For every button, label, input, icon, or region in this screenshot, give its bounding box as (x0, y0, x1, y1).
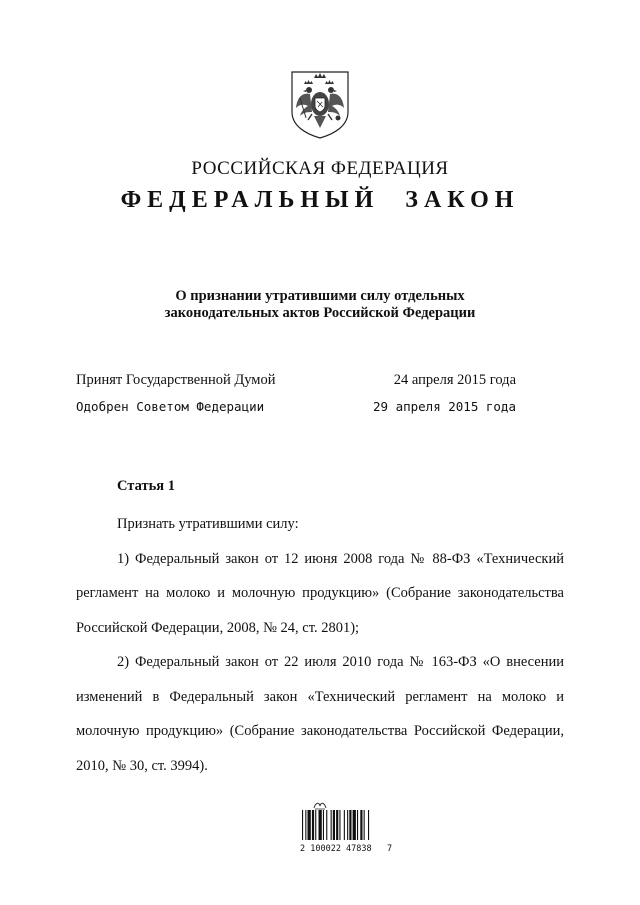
barcode-bar (319, 810, 322, 840)
barcode-bar (331, 810, 332, 840)
document-type-word-1: ФЕДЕРАЛЬНЫЙ (120, 187, 380, 213)
barcode-bar (344, 810, 345, 840)
barcode-bar (357, 810, 358, 840)
law-subject-line-1: О признании утратившими силу отдельных (175, 288, 465, 304)
barcode-icon (300, 810, 400, 842)
barcode-bar (339, 810, 340, 840)
barcode-bar (302, 810, 303, 840)
barcode-bar (349, 810, 351, 840)
barcode-bar (360, 810, 362, 840)
barcode-bar (305, 810, 306, 840)
article-title: Статья 1 (117, 478, 175, 494)
law-subject-line-2: законодательных актов Российской Федерации (164, 305, 476, 321)
country-name: РОССИЙСКАЯ ФЕДЕРАЦИЯ (191, 158, 449, 179)
barcode-bar (308, 810, 311, 840)
barcode (300, 800, 400, 862)
approved-by-label: Одобрен Советом Федерации (76, 399, 265, 414)
barcode-bar (312, 810, 314, 840)
approved-date: 29 апреля 2015 года (373, 399, 516, 414)
document-type-word-2: ЗАКОН (405, 187, 520, 213)
law-subject-title (0, 288, 640, 322)
adopted-by-label: Принят Государственной Думой (76, 372, 276, 388)
barcode-number: 2 100022 47838 7 (300, 844, 393, 854)
article-item-1: 1) Федеральный закон от 12 июня 2008 года № 88-ФЗ «Технический регламент на молоко и молочную продукцию» (Собрание законодательства Российской Федерации, 2008, № 24, ст. 2801); (76, 550, 564, 636)
barcode-bar (323, 810, 324, 840)
barcode-bar (368, 810, 369, 840)
article-body (76, 507, 564, 783)
barcode-bar (364, 810, 365, 840)
barcode-bar (315, 810, 316, 840)
document-type-title (0, 187, 640, 214)
article-item-2: 2) Федеральный закон от 22 июля 2010 года № 163-ФЗ «О внесении изменений в Федеральный закон «Технический регламент на молоко и молочную продукцию» (Собрание законодательства Российской Федерации, 2010, № 30, ст. 3994). (76, 654, 564, 774)
registration-mark-icon (313, 800, 327, 810)
article-intro: Признать утратившими силу: (117, 516, 299, 532)
adopted-date: 24 апреля 2015 года (393, 372, 516, 388)
coat-of-arms-icon (288, 68, 352, 140)
barcode-bar (326, 810, 327, 840)
barcode-bar (347, 810, 348, 840)
barcode-bar (353, 810, 356, 840)
barcode-bar (336, 810, 338, 840)
barcode-bar (333, 810, 335, 840)
